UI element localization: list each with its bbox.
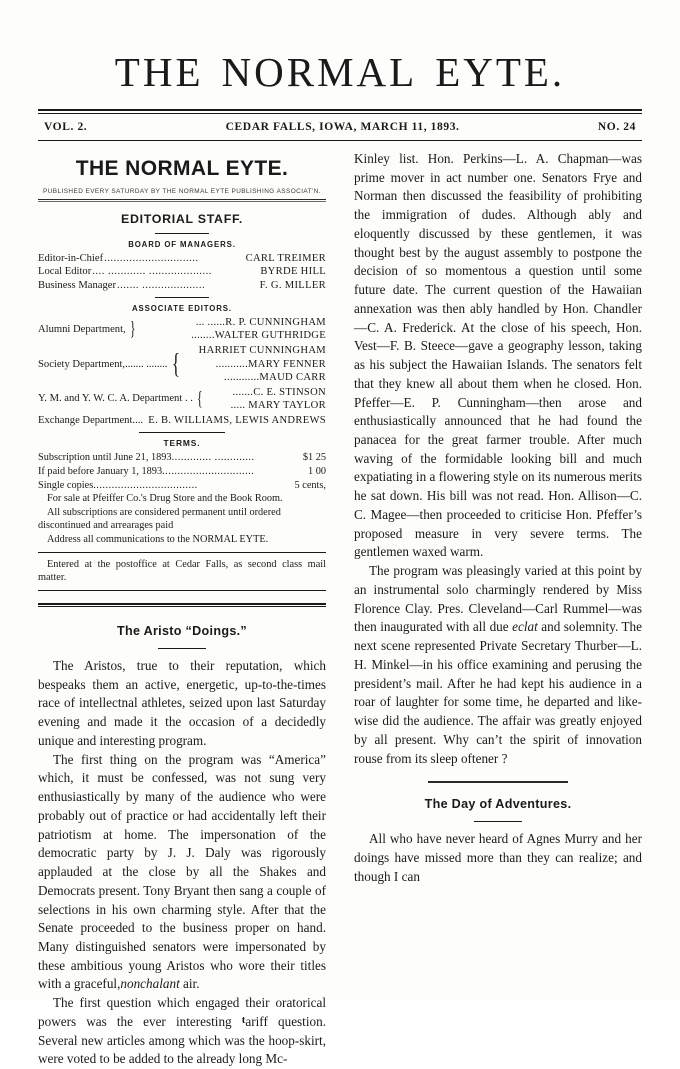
associate-name: ............MAUD CARR xyxy=(224,372,326,384)
masthead-word-3: EYTE. xyxy=(435,49,566,95)
terms-price: 1 00 xyxy=(307,466,326,478)
board-section-rule xyxy=(155,297,209,298)
associate-name: HARRIET CUNNINGHAM xyxy=(198,345,326,357)
associate-role: Society Department,....... ........ xyxy=(38,358,168,370)
staff-row xyxy=(38,252,326,266)
leader-dots: .... ............ .................... xyxy=(92,266,212,278)
staff-row xyxy=(38,279,326,293)
paragraph-text: The program was pleasingly varied at this point by an instrumental solo charmingly rendered by Miss Florence Clay. Pres. Cleveland—Carl Rummel—was then inaugurated with all due xyxy=(354,563,642,635)
exchange-role: Exchange Department.... xyxy=(38,414,144,426)
associate-name: .......C. E. STINSON xyxy=(232,386,326,398)
right-column xyxy=(338,150,642,988)
associate-names xyxy=(185,344,326,385)
paragraph-text: The first thing on the program was “America” which, it must be confessed, was not sung very enthusiastically by many of the audience who were probably out of practice or had accidentally left their patriotism at home. The impersonation of the democratic party by J. J. Daly was rigorously applauded at the close by all the Shakes and Democrats present. Tony Bryant then sang a couple of selections in his own charming style. After that the Senate proceeded to the business proper on hand. Many distinguished senators were impersonated by these ambitious young Aristos who wore their titles with a graceful, xyxy=(38,751,326,992)
paragraph-text-tail: and solemnity. The next scene represented Private Secretary Thurber—L. H. Minkel—in his office examining and perusing the president’s mail. After he had kept his audience in a roar of laughter for some time, he departed and like-wise did the audience. The affair was greatly enjoyed by all present. Why can’t the spirit of innovation rouse from its sleep oftener ? xyxy=(354,619,642,766)
article-paragraph xyxy=(38,994,326,1069)
paragraph-text-tail: question. Several new articles among which was the hoop-skirt, were voted to be added to the already long Mc- xyxy=(38,1013,326,1067)
exchange-names: E. B. WILLIAMS, LEWIS ANDREWS xyxy=(148,414,326,426)
paragraph-text: The first question which engaged their oratorical powers was the ever interesting xyxy=(38,995,326,1029)
leader-dots: .............................. xyxy=(104,252,199,264)
editorial-staff-heading: EDITORIAL STAFF. xyxy=(120,211,244,226)
entered-notice: Entered at the postoffice at Cedar Falls, as second class mail matter. xyxy=(38,558,326,584)
associate-names xyxy=(207,386,327,413)
left-column xyxy=(38,150,338,1067)
masthead-title xyxy=(38,40,642,109)
article-separator xyxy=(428,781,568,783)
associate-name: ..... MARY TAYLOR xyxy=(230,400,326,412)
flag-subtitle: PUBLISHED EVERY SATURDAY BY THE NORMAL EYTE PUBLISHING ASSOCIAT'N. xyxy=(43,187,321,195)
volume-bar-rule xyxy=(38,140,642,141)
leader-dots: .................................. xyxy=(93,479,198,491)
terms-note: discontinued and arrearages paid xyxy=(38,520,174,532)
volume-bar xyxy=(38,114,642,140)
terms-row xyxy=(38,479,326,493)
leader-dots: .............................. xyxy=(162,466,255,478)
terms-note: For sale at Pfeiffer Co.'s Drug Store and the Book Room. xyxy=(47,493,283,505)
associate-name: ........WALTER GUTHRIDGE xyxy=(191,330,326,342)
associate-role: Y. M. and Y. W. C. A. Department . . xyxy=(38,393,193,405)
staff-role: Local Editor xyxy=(38,266,92,278)
terms-row xyxy=(38,465,326,479)
columns-container xyxy=(38,150,642,1067)
issue-number: NO. 24 xyxy=(597,121,636,133)
terms-label: Single copies xyxy=(38,479,94,491)
associate-names xyxy=(139,316,326,343)
terms-heading: TERMS. xyxy=(163,437,201,448)
board-of-managers-heading: BOARD OF MANAGERS. xyxy=(128,239,236,249)
italic-term-nonchalant: nonchalant xyxy=(120,976,180,992)
place-and-date: CEDAR FALLS, IOWA, MARCH 11, 1893. xyxy=(225,121,460,133)
associate-name: ...........MARY FENNER xyxy=(215,358,326,370)
staff-name: BYRDE HILL xyxy=(260,266,326,278)
leader-dots: ....... .................... xyxy=(116,280,206,292)
article-title-aristo: The Aristo “Doings.” xyxy=(116,624,248,639)
tariff-word-rest: ariff xyxy=(245,1013,268,1029)
staff-role: Editor-in-Chief xyxy=(38,252,104,264)
italic-term-eclat: eclat xyxy=(512,619,538,635)
associate-editors-heading: ASSOCIATE EDITORS. xyxy=(132,303,232,313)
paragraph-text-tail: air. xyxy=(179,976,200,992)
brace-glyph: } xyxy=(129,318,136,341)
article-paragraph xyxy=(38,751,326,995)
entered-rule-top xyxy=(38,552,326,553)
volume-number: VOL. 2. xyxy=(44,121,88,133)
staff-name: CARL TREIMER xyxy=(245,252,326,264)
leader-dots: ............. ............. xyxy=(171,452,255,464)
brace-glyph: { xyxy=(196,388,203,411)
terms-label: Subscription until June 21, 1893 xyxy=(38,452,172,464)
article-title-day: The Day of Adventures. xyxy=(424,797,572,812)
associate-group-ymca xyxy=(38,386,326,413)
entered-rule-bottom xyxy=(38,590,326,591)
terms-row xyxy=(38,451,326,465)
exchange-row xyxy=(38,414,326,428)
terms-section-rule xyxy=(139,432,225,433)
masthead-word-1: THE xyxy=(114,49,204,95)
flag-rule xyxy=(38,199,326,202)
terms-price: $1 25 xyxy=(302,452,326,464)
raised-letter-t: t xyxy=(241,1013,246,1026)
terms-price: 5 cents, xyxy=(294,479,326,491)
staff-role: Business Manager xyxy=(38,280,116,292)
staff-row xyxy=(38,265,326,279)
flag-title: THE NORMAL EYTE. xyxy=(75,157,289,180)
associate-group-society xyxy=(38,344,326,385)
staff-heading-rule xyxy=(155,233,209,234)
terms-note: All subscriptions are considered permanent until ordered xyxy=(47,506,281,518)
staff-name: F. G. MILLER xyxy=(259,280,326,292)
associate-group-alumni xyxy=(38,316,326,343)
terms-label: If paid before January 1, 1893 xyxy=(38,466,163,478)
masthead-word-2: NORMAL xyxy=(221,49,418,95)
brace-glyph: { xyxy=(172,347,181,380)
article-title-rule xyxy=(158,648,206,649)
associate-role: Alumni Department, xyxy=(38,323,126,335)
article-paragraph: The Aristos, true to their reputation, which bespeaks them an active, energetic, up-to-the-times race of intellectnal athletes, seized upon last Saturday evening and made it the occasion of a decidedly unique and interesting program. xyxy=(38,657,326,748)
article-paragraph xyxy=(354,562,642,768)
article-paragraph-continued: Kinley list. Hon. Perkins—L. A. Chapman—was prime mover in act number one. Senators Frye and Norman then discussed the feasibility of prohibiting the immigration of dudes. Although ably and eloquently discussed by these gentlemen, it was thought best by the august assembly to postpone the decision of so momentous a question until some future date. The current question of the Hawaiian annexation was then ably handled by Hon. Chandler—C. A. Frederick. At the close of his speech, Hon. Vest—F. B. Steece—gave a geography lesson, taking as his subject the Hawaiian Islands. The senators felt that they knew all about them when he closed. Hon. Pfeffer—E. P. Cunningham—then arose and enthusiastically announced that he had found the panacea for the great farmer trouble. After much waving of the formidable looking bill and much expatiating in a flowering style on its numerous merits he sat down. His bill was not read. Hon. Allison—C. C. Magee—then proceeded to criticise Hon. Pfeffer’s proposed measure in very severe terms. The gentlemen waxed warm. xyxy=(354,151,642,560)
associate-name: ... ......R. P. CUNNINGHAM xyxy=(195,316,326,328)
article-title-rule xyxy=(474,821,522,822)
terms-note: Address all communications to the NORMAL EYTE. xyxy=(47,533,269,545)
article-paragraph: All who have never heard of Agnes Murry and her doings have missed more than they can realize; and though I can xyxy=(354,831,642,884)
section-divider xyxy=(38,603,326,607)
